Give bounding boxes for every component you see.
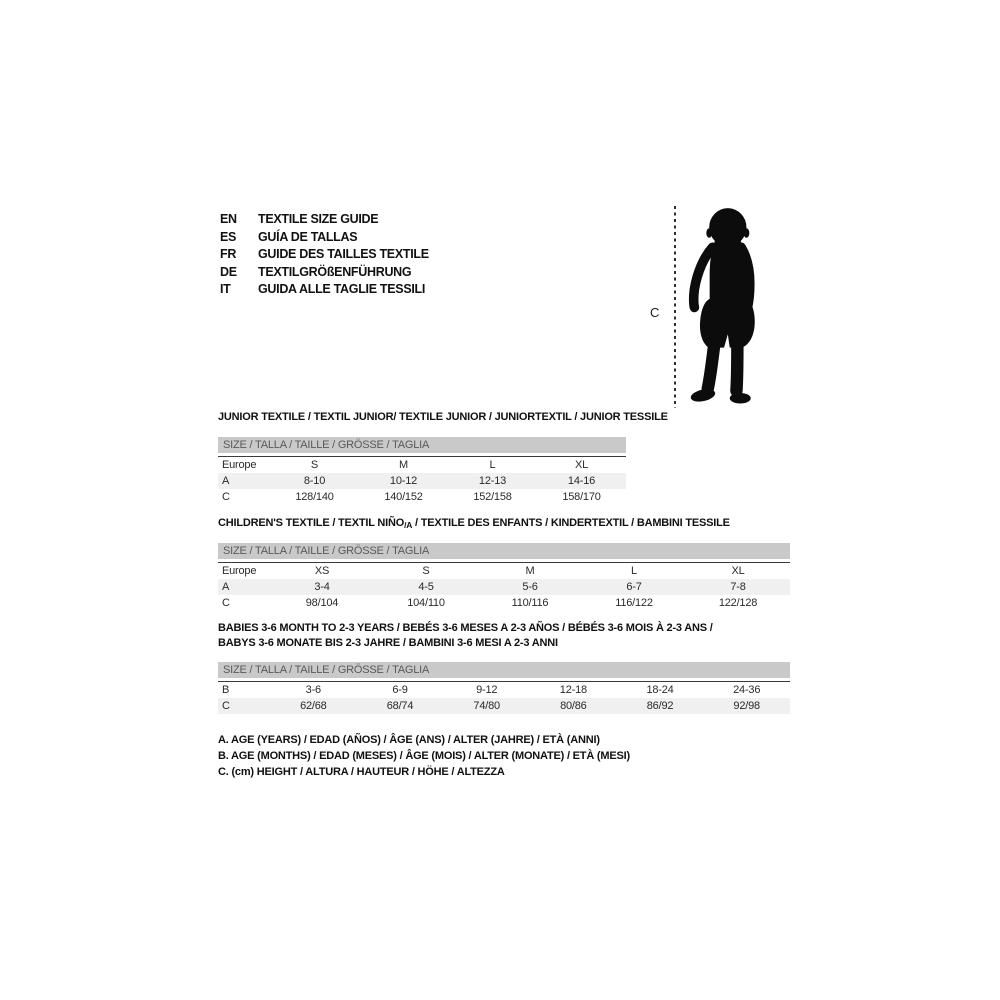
height-measure-label: C xyxy=(650,305,660,320)
lang-code: FR xyxy=(220,247,237,261)
height-cell: 116/122 xyxy=(615,597,653,609)
lang-label: TEXTILE SIZE GUIDE xyxy=(258,212,379,226)
age-cell: 14-16 xyxy=(567,475,596,487)
height-cell: 152/158 xyxy=(473,491,512,503)
size-cell: S xyxy=(422,565,430,577)
height-cell: 140/152 xyxy=(384,491,423,503)
row-label: A xyxy=(222,475,230,487)
age-cell: 3-4 xyxy=(314,581,330,593)
size-cell: XL xyxy=(731,565,745,577)
size-header-bar: SIZE / TALLA / TAILLE / GRÖSSE / TAGLIA xyxy=(218,662,790,678)
size-header-bar: SIZE / TALLA / TAILLE / GRÖSSE / TAGLIA xyxy=(218,543,790,559)
age-cell: 24-36 xyxy=(733,684,761,696)
table-title xyxy=(218,621,790,651)
lang-label: TEXTILGRÖßENFÜHRUNG xyxy=(258,264,412,279)
table-row-age xyxy=(218,579,790,595)
table-row-europe xyxy=(218,457,626,473)
age-cell: 12-13 xyxy=(478,475,507,487)
junior-textile-table xyxy=(218,410,668,505)
table-title: JUNIOR TEXTILE / TEXTIL JUNIOR/ TEXTILE JUNIOR / JUNIORTEXTIL / JUNIOR TESSILE xyxy=(218,411,668,423)
row-label: C xyxy=(222,491,230,503)
lang-label: GUIDA ALLE TAGLIE TESSILI xyxy=(258,282,426,296)
table-row-height xyxy=(218,489,626,505)
lang-label: GUIDE DES TAILLES TEXTILE xyxy=(258,247,429,261)
size-cell: XL xyxy=(574,459,589,471)
table-rows xyxy=(218,456,626,505)
table-row-europe xyxy=(218,563,790,579)
lang-label: GUÍA DE TALLAS xyxy=(258,229,358,244)
note-age-months: B. AGE (MONTHS) / EDAD (MESES) / ÂGE (MOIS) / ALTER (MONATE) / ETÀ (MESI) xyxy=(218,750,630,762)
height-cell: 122/128 xyxy=(718,597,758,609)
height-cell: 158/170 xyxy=(562,491,601,503)
row-label: C xyxy=(222,597,230,609)
height-cell: 74/80 xyxy=(473,700,500,712)
height-cell: 92/98 xyxy=(733,700,760,712)
size-cell: S xyxy=(310,459,319,471)
lang-code: ES xyxy=(220,229,237,244)
age-cell: 3-6 xyxy=(305,684,321,696)
title-suffix: / TEXTILE DES ENFANTS / KINDERTEXTIL / BAMBINI TESSILE xyxy=(412,517,730,529)
title-line-2: BABYS 3-6 MONATE BIS 2-3 JAHRE / BAMBINI 3-6 MESI A 2-3 ANNI xyxy=(218,637,558,649)
childrens-textile-table xyxy=(218,516,790,611)
size-cell: XS xyxy=(314,565,330,577)
height-cell: 98/104 xyxy=(305,597,339,609)
babies-textile-table xyxy=(218,621,790,714)
row-label: C xyxy=(222,700,230,712)
height-cell: 104/110 xyxy=(407,597,445,609)
size-cell: M xyxy=(525,565,535,577)
table-row-age-months xyxy=(218,682,790,698)
height-cell: 86/92 xyxy=(646,700,674,712)
note-height-cm: C. (cm) HEIGHT / ALTURA / HAUTEUR / HÖHE / ALTEZZA xyxy=(218,766,505,778)
title-prefix: CHILDREN'S TEXTILE / TEXTIL NIÑO xyxy=(218,517,405,529)
height-cell: 128/140 xyxy=(295,491,334,503)
title-subscript: /A xyxy=(404,520,413,530)
age-cell: 9-12 xyxy=(476,684,498,696)
table-title xyxy=(218,516,790,530)
table-row-age xyxy=(218,473,626,489)
legend-notes xyxy=(218,732,630,780)
row-label: A xyxy=(222,581,230,593)
table-row-height xyxy=(218,698,790,714)
age-cell: 10-12 xyxy=(389,475,418,487)
lang-row-es xyxy=(220,229,429,247)
language-title-list xyxy=(220,211,429,299)
table-row-height xyxy=(218,595,790,611)
age-cell: 6-9 xyxy=(392,684,408,696)
table-rows xyxy=(218,562,790,611)
size-cell: L xyxy=(489,459,496,471)
age-cell: 4-5 xyxy=(418,581,434,593)
height-cell: 68/74 xyxy=(386,700,414,712)
lang-code: DE xyxy=(220,264,237,279)
age-cell: 8-10 xyxy=(303,475,326,487)
toddler-silhouette-icon xyxy=(681,205,767,410)
age-cell: 6-7 xyxy=(626,581,642,593)
lang-row-it xyxy=(220,281,429,299)
age-cell: 5-6 xyxy=(522,581,538,593)
note-age-years: A. AGE (YEARS) / EDAD (AÑOS) / ÂGE (ANS) / ALTER (JAHRE) / ETÀ (ANNI) xyxy=(218,734,600,746)
age-cell: 7-8 xyxy=(730,581,746,593)
size-header-bar: SIZE / TALLA / TAILLE / GRÖSSE / TAGLIA xyxy=(218,437,626,453)
age-cell: 18-24 xyxy=(646,684,674,696)
row-label: Europe xyxy=(222,459,257,471)
height-cell: 80/86 xyxy=(560,700,587,712)
table-rows xyxy=(218,681,790,714)
lang-row-fr xyxy=(220,246,429,264)
lang-row-de xyxy=(220,264,429,282)
height-cell: 110/116 xyxy=(511,597,549,609)
title-line-1: BABIES 3-6 MONTH TO 2-3 YEARS / BEBÉS 3-6 MESES A 2-3 AÑOS / BÉBÉS 3-6 MOIS À 2-3 ANS / xyxy=(218,622,713,634)
height-cell: 62/68 xyxy=(300,700,327,712)
size-cell: M xyxy=(399,459,408,471)
lang-code: IT xyxy=(220,282,231,296)
height-measure-line xyxy=(674,206,676,408)
lang-code: EN xyxy=(220,212,237,226)
row-label: Europe xyxy=(222,565,257,577)
age-cell: 12-18 xyxy=(559,684,587,696)
size-cell: L xyxy=(631,565,637,577)
row-label: B xyxy=(222,684,230,696)
lang-row-en xyxy=(220,211,429,229)
